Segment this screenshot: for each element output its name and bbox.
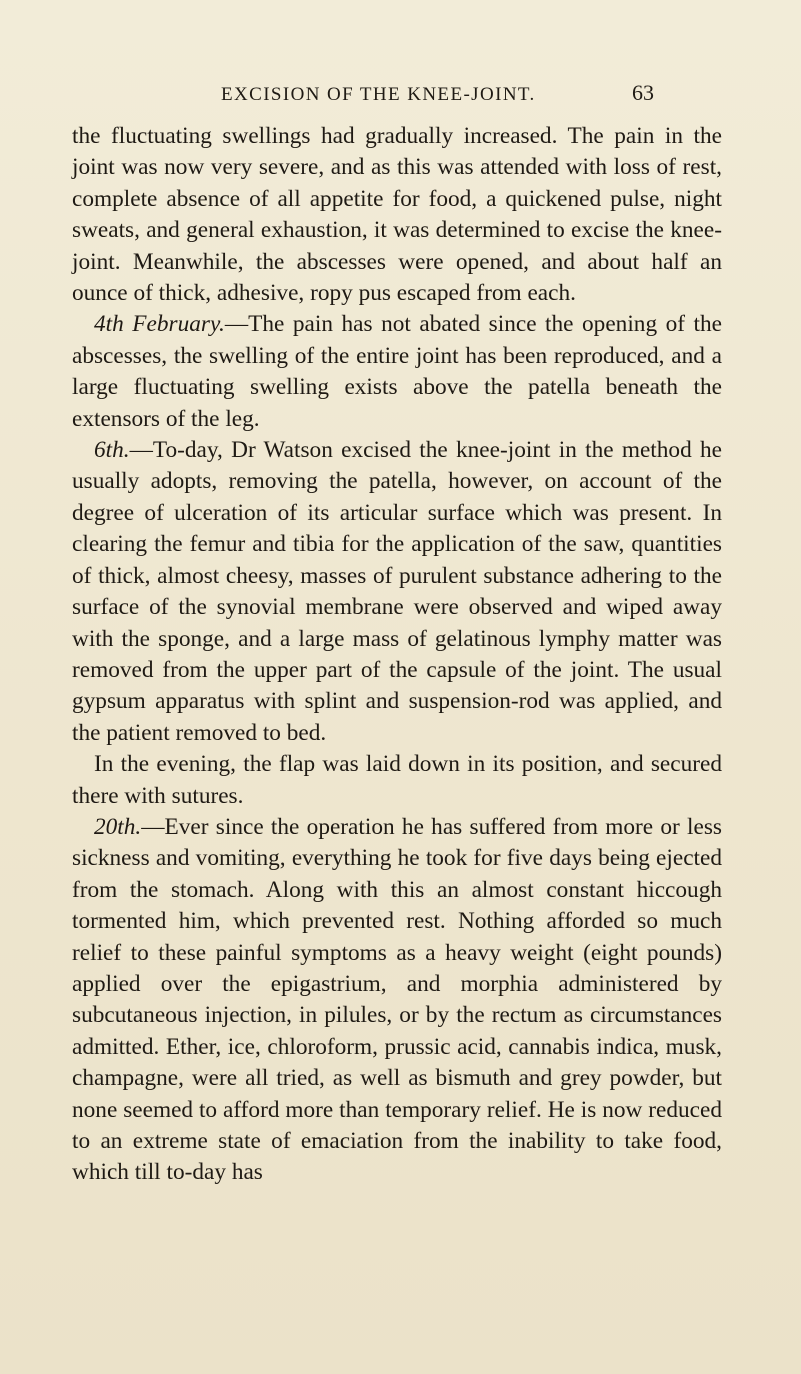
body-text (72, 121, 722, 1189)
paragraph-4th-february (72, 309, 722, 435)
page-number: 63 (632, 80, 654, 105)
paragraph-text: In the evening, the flap was laid down in its position, and secured there with sutures. (72, 751, 722, 809)
paragraph-continuation (72, 121, 722, 309)
entry-date: 20th. (94, 813, 142, 840)
paragraph-20th (72, 812, 722, 1189)
paragraph-6th (72, 435, 722, 749)
paragraph-text: —Ever since the operation he has suffered from more or less sickness and vomiting, everything he took for five days being ejected from the stomach. Along with this an almost constant hiccough tormented him, which prevented rest. Nothing afforded so much relief to these painful symptoms as a heavy weight (eight pounds) applied over the epigastrium, and morphia administered by subcutaneous injection, in pilules, or by the rectum as circumstances admitted. Ether, ice, chloroform, prussic acid, cannabis indica, musk, champagne, were all tried, as well as bismuth and grey powder, but none seemed to afford more than temporary relief. He is now reduced to an extreme state of emaciation from the inability to take food, which till to-day has (72, 813, 722, 1186)
paragraph-evening (72, 749, 722, 812)
paragraph-text: —To-day, Dr Watson excised the knee-joint in the method he usually adopts, removing the patella, however, on account of the degree of ulceration of its articular surface which was present. In clearing the femur and tibia for the application of the saw, quantities of thick, almost cheesy, masses of purulent substance adhering to the surface of the synovial membrane were observed and wiped away with the sponge, and a large mass of gelatinous lymphy matter was removed from the upper part of the capsule of the joint. The usual gypsum apparatus with splint and suspension-rod was applied, and the patient removed to bed. (72, 437, 722, 746)
paragraph-text: the fluctuating swellings had gradually increased. The pain in the joint was now very severe, and as this was attended with loss of rest, complete absence of all appetite for food, a quickened pulse, night sweats, and general exhaustion, it was determined to excise the knee-joint. Meanwhile, the abscesses were opened, and about half an ounce of thick, adhesive, ropy pus escaped from each. (72, 123, 722, 307)
running-head (0, 80, 801, 114)
entry-date: 4th February. (94, 311, 225, 338)
paragraph-text: —The pain has not abated since the opening of the abscesses, the swelling of the entire joint has been reproduced, and a large fluctuating swelling exists above the patella beneath the extensors of the leg. (72, 311, 722, 432)
entry-date: 6th. (94, 437, 130, 464)
running-title: EXCISION OF THE KNEE-JOINT. (221, 84, 536, 105)
